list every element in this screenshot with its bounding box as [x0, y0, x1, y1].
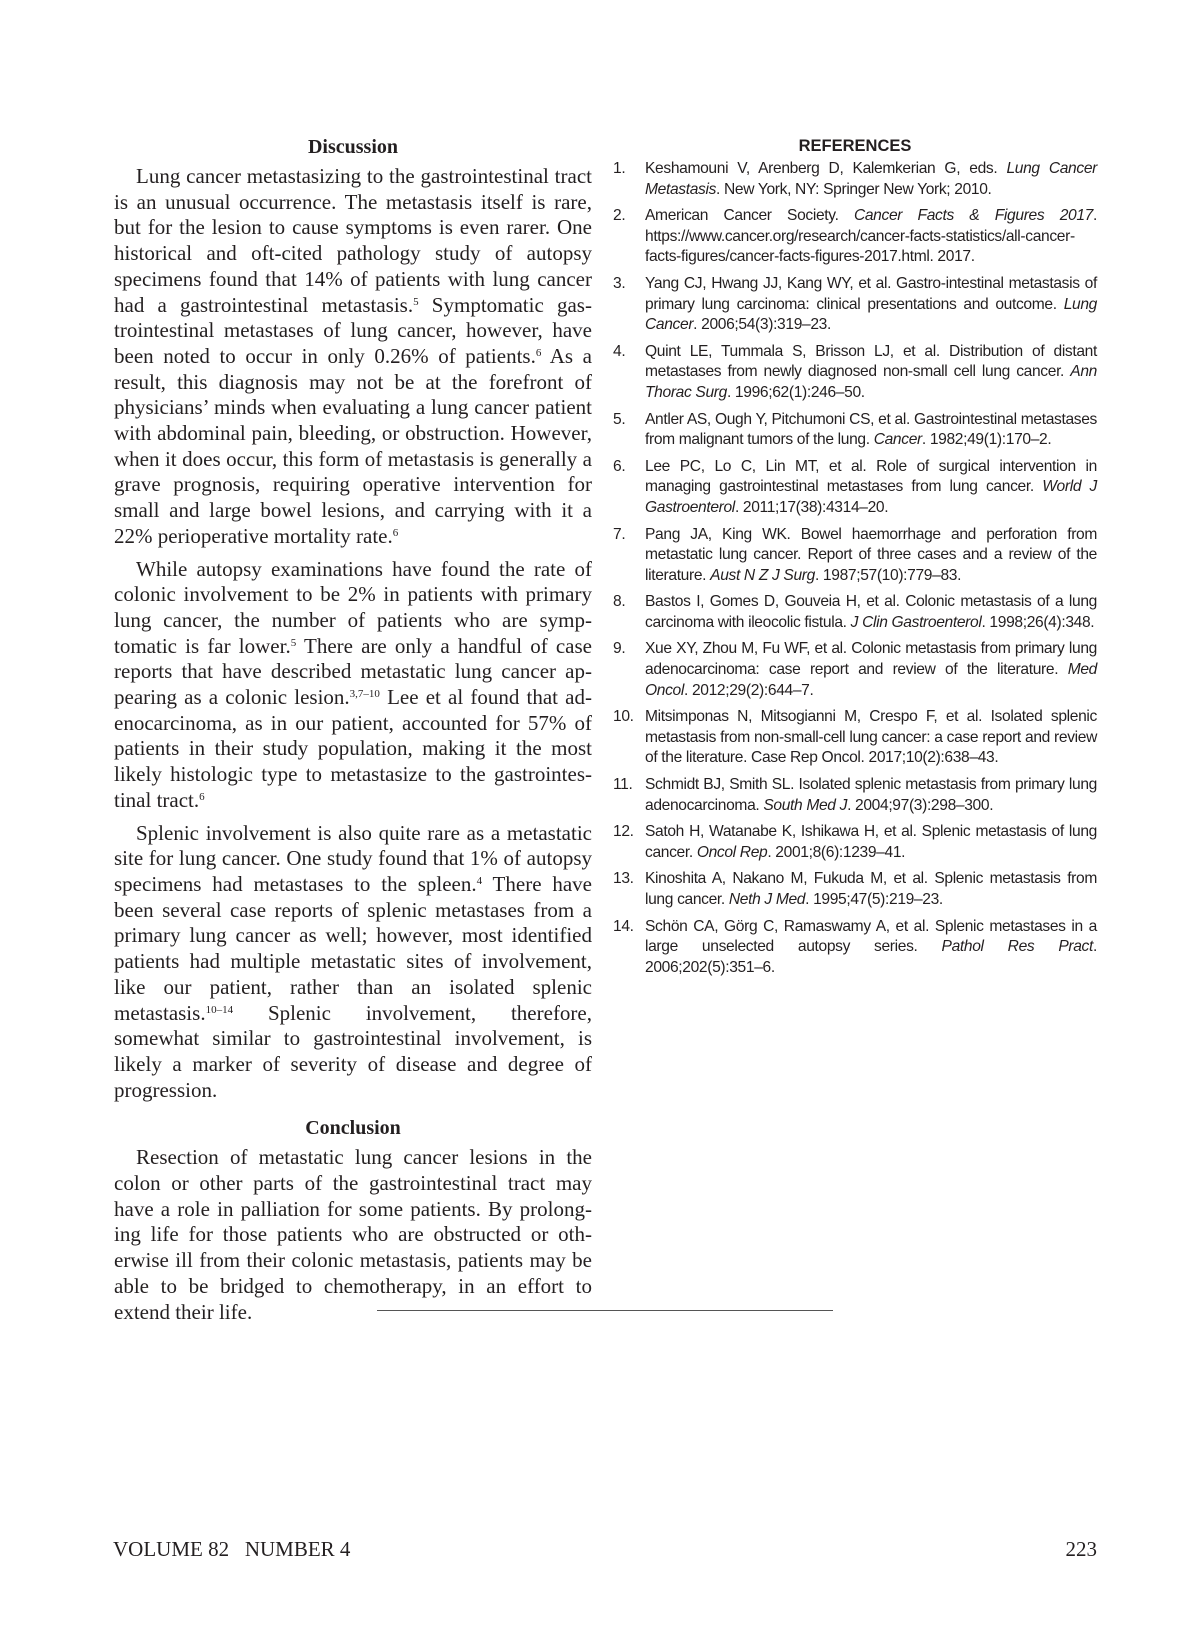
- section-end-rule: [377, 1310, 833, 1311]
- reference-publication-details: . 2001;8(6):1239–41.: [767, 843, 906, 861]
- reference-number: 4.: [613, 342, 626, 360]
- reference-item: [613, 869, 1097, 910]
- reference-journal: Oncol Rep: [696, 843, 768, 861]
- reference-journal: Med Oncol: [645, 661, 1097, 699]
- citation-superscript: 6: [199, 790, 205, 803]
- reference-publication-details: . 2006;54(3):319–23.: [693, 316, 831, 334]
- reference-number: 11.: [613, 776, 633, 794]
- reference-text: Xue XY, Zhou M, Fu WF, et al. Colonic metastasis from primary lung adenocarcinoma: case report and review of the literature.: [645, 640, 1097, 679]
- reference-text: Satoh H, Watanabe K, Ishikawa H, et al. Splenic metastasis of lung cancer.: [645, 823, 1097, 861]
- discussion-heading: Discussion: [307, 136, 399, 158]
- citation-superscript: 5: [290, 636, 297, 649]
- citation-superscript: 5: [413, 295, 419, 308]
- reference-number: 2.: [613, 207, 626, 225]
- reference-item: [613, 274, 1097, 336]
- reference-text: Kinoshita A, Nakano M, Fukuda M, et al. Splenic metastasis from lung cancer.: [645, 870, 1097, 908]
- reference-publication-details: . 2006;202(5):351–6.: [645, 938, 1097, 976]
- reference-publication-details: . 2011;17(38):4314–20.: [734, 498, 889, 516]
- reference-text: Keshamouni V, Arenberg D, Kalemkerian G, eds.: [645, 160, 1007, 177]
- text-run: Symptomatic gastrointestinal metastases of lung cancer, however, have been noted to occur in only 0.26% of patients.: [114, 292, 592, 368]
- reference-number: 1.: [613, 160, 626, 177]
- reference-item: [613, 525, 1097, 587]
- footer-page-number: 223: [1065, 1537, 1097, 1561]
- reference-journal: Cancer Facts & Figures 2017: [853, 207, 1093, 225]
- body-paragraph: [114, 821, 592, 1104]
- reference-list: [613, 159, 1097, 978]
- reference-item: [613, 206, 1097, 268]
- reference-number: 13.: [613, 870, 634, 888]
- reference-publication-details: . https://www.cancer.org/research/cancer-facts-statistics/all-cancer-facts-figures/cancer-facts-figures-2017.html. 2017.: [645, 207, 1097, 266]
- references-column: [613, 136, 1097, 984]
- reference-number: 8.: [613, 593, 626, 611]
- reference-number: 3.: [613, 274, 626, 292]
- body-paragraph: [114, 557, 592, 814]
- reference-journal: Lung Cancer: [645, 295, 1097, 334]
- reference-publication-details: . 2004;97(3):298–300.: [847, 796, 994, 814]
- text-run: There are only a handful of case reports that have described metastatic lung cancer appearing as a colonic lesion.: [114, 633, 593, 710]
- reference-text: Yang CJ, Hwang JJ, Kang WY, et al. Gastro-intestinal metastasis of primary lung carcinoma: clinical presentations and outcome.: [645, 274, 1097, 313]
- citation-superscript: 6: [535, 346, 542, 359]
- reference-journal: Pathol Res Pract: [941, 938, 1093, 956]
- citation-superscript: 6: [392, 526, 399, 539]
- reference-item: [613, 707, 1097, 769]
- text-run: While autopsy examinations have found the rate of colonic involvement to be 2% in patients with primary lung cancer, the number of patients who are symptomatic is far lower.: [114, 556, 592, 658]
- reference-text: Schmidt BJ, Smith SL. Isolated splenic metastasis from primary lung adenocarcinoma.: [645, 776, 1097, 814]
- reference-item: [613, 592, 1097, 633]
- reference-item: [613, 917, 1097, 979]
- reference-journal: Cancer: [873, 431, 922, 449]
- body-paragraph: [114, 1145, 592, 1325]
- reference-item: [613, 457, 1097, 519]
- reference-publication-details: . 2012;29(2):644–7.: [684, 681, 814, 699]
- text-run: Splenic involvement, therefore, somewhat similar to gastrointestinal involvement, is likely a marker of severity of disease and degree of progression.: [114, 1000, 592, 1102]
- citation-superscript: 4: [476, 874, 483, 887]
- reference-publication-details: . 1998;26(4):348.: [981, 613, 1095, 631]
- reference-number: 12.: [613, 823, 634, 841]
- reference-text: Mitsimponas N, Mitsogianni M, Crespo F, et al. Isolated splenic metastasis from non-small-cell lung cancer: a case report and review of the literature. Case Rep Oncol. 2017;10(2):638–43.: [645, 708, 1097, 767]
- conclusion-body: [114, 1145, 592, 1325]
- reference-item: [613, 822, 1097, 863]
- text-run: Resection of metastatic lung cancer lesions in the colon or other parts of the gastrointestinal tract may have a role in palliation for some patients. By prolonging life for those patients who are obstructed or otherwise ill from their colonic metastasis, patients may be able to be bridged to chemotherapy, in an effort to extend their life.: [114, 1145, 592, 1324]
- reference-number: 5.: [613, 410, 626, 428]
- text-run: Splenic involvement is also quite rare as a metastatic site for lung cancer. One study found that 1% of autopsy specimens had metastases to the spleen.: [114, 820, 592, 896]
- reference-item: [613, 159, 1097, 200]
- footer-volume: VOLUME 82 NUMBER 4: [113, 1537, 351, 1561]
- reference-text: Bastos I, Gomes D, Gouveia H, et al. Colonic metastasis of a lung carcinoma with ileocolic fistula.: [645, 593, 1097, 631]
- reference-text: Pang JA, King WK. Bowel haemorrhage and perforation from metastatic lung cancer. Report of three cases and a review of the literature.: [645, 525, 1097, 584]
- reference-text: Schön CA, Görg C, Ramaswamy A, et al. Splenic metastases in a large unselected autopsy series.: [645, 917, 1097, 956]
- reference-journal: Lung Cancer Metastasis: [645, 160, 1097, 198]
- reference-number: 9.: [613, 640, 626, 658]
- citation-superscript: 10–14: [205, 1003, 234, 1016]
- reference-publication-details: . 1982;49(1):170–2.: [921, 431, 1052, 449]
- reference-number: 14.: [613, 917, 634, 935]
- reference-journal: South Med J: [763, 796, 848, 814]
- text-run: Lee et al found that adenocarcinoma, as in our patient, accounted for 57% of patients in their study population, making it the most likely histologic type to metastasize to the gastrointestinal tract.: [114, 685, 592, 812]
- text-run: There have been several case reports of splenic metastases from a primary lung cancer as well; however, most identified patients had multiple metastatic sites of involvement, like our patient, rather than an isolated splenic metastasis.: [114, 871, 592, 1025]
- reference-journal: Ann Thorac Surg: [645, 363, 1097, 401]
- reference-number: 6.: [613, 457, 626, 475]
- references-heading: REFERENCES: [798, 137, 912, 155]
- reference-text: Quint LE, Tummala S, Brisson LJ, et al. Distribution of distant metastases from newly diagnosed non-small cell lung cancer.: [645, 342, 1097, 381]
- reference-number: 10.: [613, 708, 634, 726]
- conclusion-heading: Conclusion: [305, 1117, 401, 1140]
- reference-journal: Neth J Med: [728, 891, 806, 908]
- reference-publication-details: . 1995;47(5):219–23.: [805, 891, 943, 908]
- text-run: Lung cancer metastasizing to the gastrointestinal tract is an unusual occurrence. The metastasis itself is rare, but for the lesion to cause symptoms is even rarer. One historical and oft-cited pathology study of autopsy specimens found that 14% of patients with lung cancer had a gastrointestinal metastasis.: [114, 164, 592, 317]
- reference-text: American Cancer Society.: [645, 207, 854, 225]
- reference-publication-details: . 1987;57(10):779–83.: [814, 566, 962, 584]
- reference-number: 7.: [613, 525, 626, 543]
- reference-publication-details: . 1996;62(1):246–50.: [726, 383, 865, 401]
- reference-journal: J Clin Gastroenterol: [850, 613, 982, 631]
- reference-journal: World J Gastroenterol: [645, 478, 1097, 516]
- reference-item: [613, 342, 1097, 404]
- text-run: As a result, this diagnosis may not be at the forefront of physicians’ minds when evaluating a lung cancer patient with abdominal pain, bleeding, or obstruction. However, when it does occur, this form of metastasis is generally a grave prognosis, requiring operative intervention for small and large bowel lesions, and carrying with it a 22% perioperative mortality rate.: [114, 343, 592, 548]
- body-column: [114, 134, 592, 1332]
- reference-text: Lee PC, Lo C, Lin MT, et al. Role of surgical intervention in managing gastrointestinal metastases from lung cancer.: [645, 457, 1097, 496]
- reference-text: Antler AS, Ough Y, Pitchumoni CS, et al. Gastrointestinal metastases from malignant tumors of the lung.: [645, 410, 1097, 449]
- citation-superscript: 3,7–10: [349, 688, 380, 701]
- reference-item: [613, 639, 1097, 701]
- reference-item: [613, 775, 1097, 816]
- body-paragraph: [114, 164, 592, 550]
- reference-journal: Aust N Z J Surg: [710, 566, 815, 584]
- discussion-body: [114, 164, 592, 1103]
- reference-item: [613, 410, 1097, 451]
- reference-publication-details: . New York, NY: Springer New York; 2010.: [716, 180, 992, 198]
